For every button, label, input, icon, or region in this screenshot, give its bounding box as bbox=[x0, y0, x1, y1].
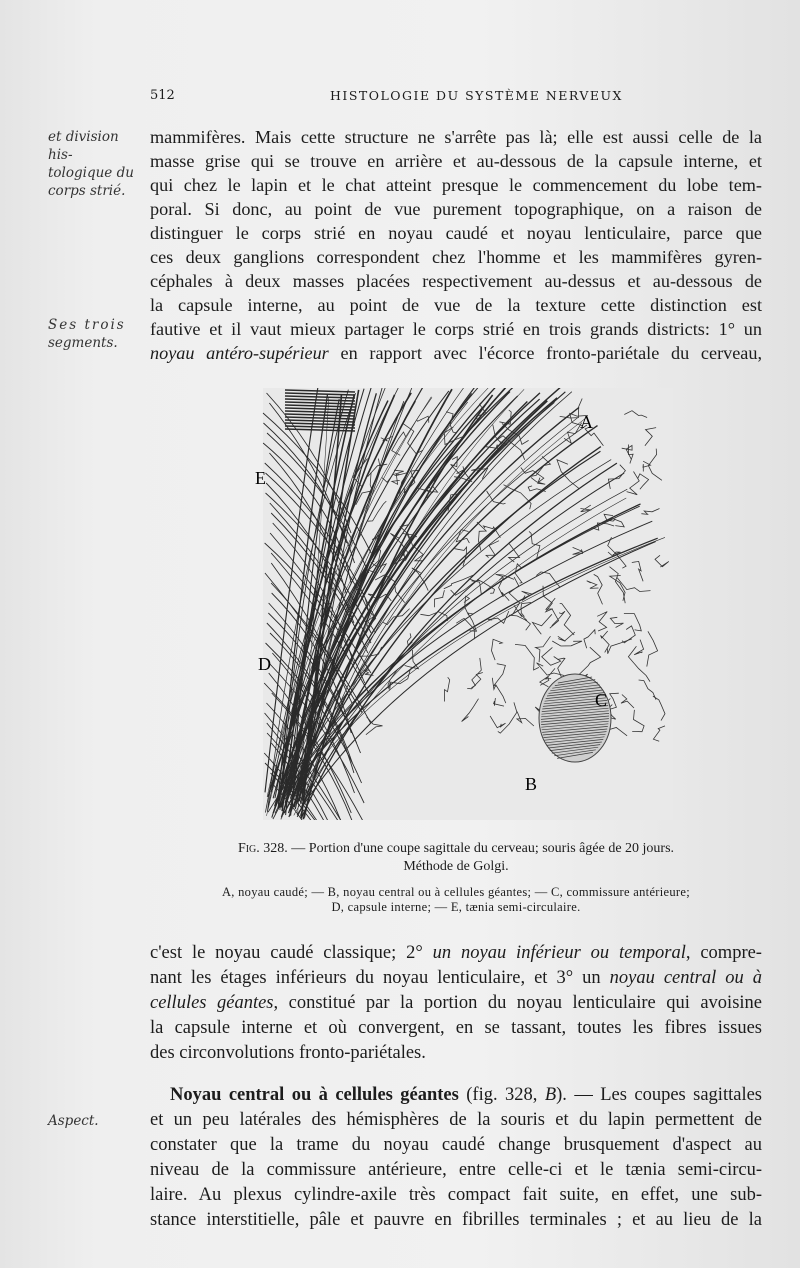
text-line: qui chez le lapin et le chat atteint presque le commencement du lobe tem- bbox=[150, 175, 762, 195]
legend-line-2: D, capsule interne; — E, tænia semi-circulaire. bbox=[331, 900, 581, 914]
figure-label-C: C bbox=[595, 690, 608, 710]
italic-term: noyau central ou à bbox=[609, 968, 762, 988]
golgi-figure bbox=[255, 388, 673, 820]
text-line: la capsule interne, au point de vue de la texture cette distinction est bbox=[150, 295, 762, 315]
text-line: stance interstitielle, pâle et pauvre en fibrilles terminales ; et au lieu de la bbox=[150, 1210, 762, 1230]
margin-note-line: et division his- bbox=[48, 129, 119, 163]
italic-term: cellules géantes bbox=[150, 993, 274, 1013]
italic-term: B bbox=[544, 1085, 557, 1105]
text-line bbox=[150, 991, 762, 1016]
caption-line-1 bbox=[150, 840, 762, 858]
margin-note-segments bbox=[48, 316, 140, 352]
italic-term: un noyau inférieur ou temporal bbox=[432, 943, 686, 963]
text-run: c'est le noyau caudé classique; 2° bbox=[150, 943, 433, 963]
figure-label-A: A bbox=[580, 412, 593, 432]
margin-note-line: segments. bbox=[48, 335, 118, 351]
text-line: constater que la trame du noyau caudé change brusquement d'aspect au bbox=[150, 1135, 762, 1155]
text-line: niveau de la commissure antérieure, entre celle-ci et le tænia semi-circu- bbox=[150, 1160, 762, 1180]
page-number: 512 bbox=[150, 88, 175, 103]
margin-note-division bbox=[48, 128, 140, 200]
text-line: et un peu latérales des hémisphères de la souris et du lapin permettent de bbox=[150, 1110, 762, 1130]
text-line bbox=[150, 941, 762, 966]
figure-caption bbox=[150, 840, 762, 876]
figure-label-D: D bbox=[258, 654, 271, 674]
text-line: ces deux ganglions correspondent chez l'homme et les mammifères gyren- bbox=[150, 247, 762, 267]
italic-term: noyau antéro-supérieur bbox=[150, 343, 329, 363]
text-run: ). — Les coupes sagittales bbox=[556, 1085, 762, 1105]
paragraph-2 bbox=[150, 941, 762, 1066]
margin-note-line: Aspect. bbox=[48, 1113, 99, 1129]
text-line: mammifères. Mais cette structure ne s'arrête pas là; elle est aussi celle de la bbox=[150, 127, 762, 147]
caption-line-2: Méthode de Golgi. bbox=[403, 859, 509, 874]
text-run: , constitué par la portion du noyau lenticulaire qui avoisine bbox=[273, 993, 762, 1013]
figure-legend bbox=[150, 885, 762, 915]
figure-number: Fig. 328. bbox=[237, 841, 288, 856]
paragraph-3 bbox=[150, 1083, 762, 1233]
text-run: en rapport avec l'écorce fronto-pariétale du cerveau, bbox=[328, 343, 763, 363]
text-run: nant les étages inférieurs du noyau lenticulaire, et 3° un bbox=[150, 968, 610, 988]
text-run: (fig. 328, bbox=[458, 1085, 545, 1105]
figure-label-B: B bbox=[525, 774, 538, 794]
margin-note-line: corps strié. bbox=[48, 183, 126, 199]
text-line: la capsule interne et où convergent, en se tassant, toutes les fibres issues bbox=[150, 1018, 762, 1038]
figure-label-E: E bbox=[255, 468, 266, 488]
text-line bbox=[150, 1083, 762, 1108]
text-line: des circonvolutions fronto-pariétales. bbox=[150, 1043, 426, 1063]
margin-note-line: tologique du bbox=[48, 165, 134, 181]
text-line: masse grise qui se trouve en arrière et au-dessous de la capsule interne, et bbox=[150, 151, 762, 171]
text-line bbox=[150, 341, 762, 365]
text-line bbox=[150, 966, 762, 991]
margin-note-aspect bbox=[48, 1112, 140, 1130]
text-run: , compre- bbox=[685, 943, 762, 963]
paragraph-1 bbox=[150, 125, 762, 365]
legend-line-1: A, noyau caudé; — B, noyau central ou à cellules géantes; — C, commissure antérieure; bbox=[221, 885, 691, 899]
margin-note-line: Ses trois bbox=[48, 317, 126, 333]
running-title: HISTOLOGIE DU SYSTÈME NERVEUX bbox=[330, 88, 623, 103]
text-line: fautive et il vaut mieux partager le corps strié en trois grands districts: 1° un bbox=[150, 319, 762, 339]
text-line: laire. Au plexus cylindre-axile très compact fait suite, en effet, une sub- bbox=[150, 1185, 762, 1205]
text-line: céphales à deux masses placées respectivement au-dessus et au-dessous de bbox=[150, 271, 762, 291]
text-line: poral. Si donc, au point de vue purement topographique, on a raison de bbox=[150, 199, 762, 219]
section-heading: Noyau central ou à cellules géantes bbox=[170, 1085, 459, 1105]
text-line: distinguer le corps strié en noyau caudé et noyau lenticulaire, parce que bbox=[150, 223, 762, 243]
caption-text: — Portion d'une coupe sagittale du cerveau; souris âgée de 20 jours. bbox=[287, 841, 675, 856]
